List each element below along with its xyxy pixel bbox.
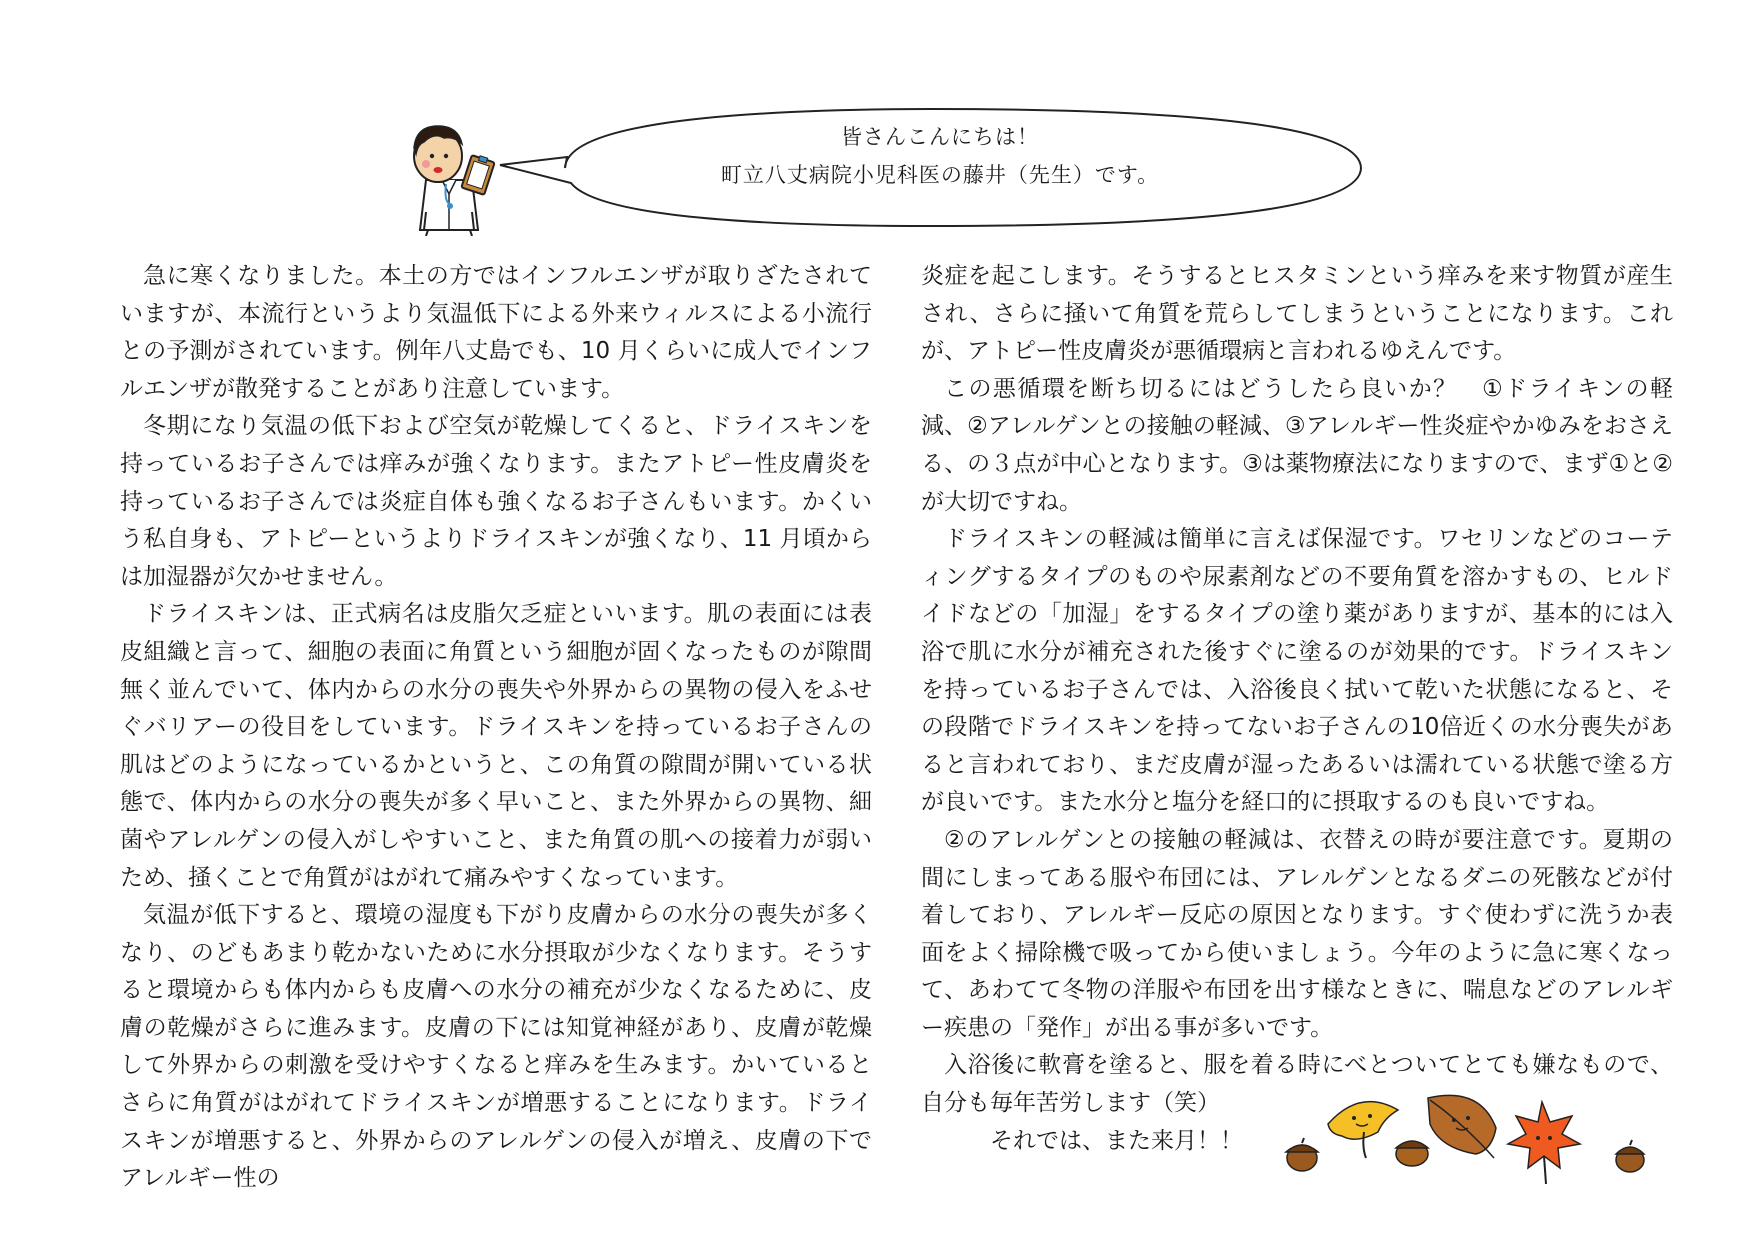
- paragraph-moisturizing: ドライスキンの軽減は簡単に言えば保湿です。ワセリンなどのコーティングするタイプのものや尿素剤などの不要角質を溶かすもの、ヒルドイドなどの「加湿」をするタイプの塗り薬がありますが、基本的には入浴で肌に水分が補充された後すぐに塗るのが効果的です。ドライスキンを持っているお子さんでは、入浴後良く拭いて乾いた状態になると、その段階でドライスキンを持ってないお子さんの10倍近くの水分喪失があると言われており、まだ皮膚が湿ったあるいは濡れている状態で塗る方が良いです。また水分と塩分を経口的に摂取するのも良いですね。: [921, 526, 1673, 816]
- greeting-line-1: 皆さんこんにちは！: [841, 125, 1039, 149]
- right-column: [921, 258, 1673, 1160]
- acorn-icon: [1616, 1140, 1644, 1172]
- signoff: それでは、また来月！！: [990, 1127, 1243, 1154]
- paragraph-allergen-contact: ②のアレルゲンとの接触の軽減は、衣替えの時が要注意です。夏期の間にしまってある服や布団には、アレルゲンとなるダニの死骸などが付着しており、アレルギー反応の原因となります。すぐ使わずに洗うか表面をよく掃除機で吸ってから使いましょう。今年のように急に寒くなって、あわてて冬物の洋服や布団を出す様なときに、喘息などのアレルギー疾患の「発作」が出る事が多いです。: [921, 826, 1673, 1041]
- paragraph-vicious-cycle: この悪循環を断ち切るにはどうしたら良いか？ ①ドライキンの軽減、②アレルゲンとの接触の軽減、③アレルギー性炎症やかゆみをおさえる、の３点が中心となります。③は薬物療法になりますので、まず①と②が大切ですね。: [921, 375, 1673, 515]
- paragraph-influenza: 急に寒くなりました。本土の方ではインフルエンザが取りざたされていますが、本流行というより気温低下による外来ウィルスによる小流行との予測がされています。例年八丈島でも、10 月くらいに成人でインフルエンザが散発することがあり注意しています。: [120, 263, 872, 402]
- paragraph-continuation: 炎症を起こします。そうするとヒスタミンという痒みを来す物質が産生され、さらに掻いて角質を荒らしてしまうということになります。これが、アトピー性皮膚炎が悪循環病と言われるゆえんです。: [921, 263, 1673, 365]
- ginkgo-leaf-icon: [1328, 1102, 1398, 1158]
- paragraph-dry-skin-definition: ドライスキンは、正式病名は皮脂欠乏症といいます。肌の表面には表皮組織と言って、細胞の表面に角質という細胞が固くなったものが隙間無く並んでいて、体内からの水分の喪失や外界からの異物の侵入をふせぐバリアーの役目をしています。ドライスキンを持っているお子さんの肌はどのようになっているかというと、この角質の隙間が開いている状態で、体内からの水分の喪失が多く早いこと、また外界からの異物、細菌やアレルゲンの侵入がしやすいこと、また角質の肌への接着力が弱いため、掻くことで角質がはがれて痛みやすくなっています。: [120, 601, 872, 891]
- maple-leaf-icon: [1508, 1102, 1580, 1184]
- paragraph-temperature-drop: 気温が低下すると、環境の湿度も下がり皮膚からの水分の喪失が多くなり、のどもあまり乾かないために水分摂取が少なくなります。そうすると環境からも体内からも皮膚への水分の補充が少なくなるために、皮膚の乾燥がさらに進みます。皮膚の下には知覚神経があり、皮膚が乾燥して外界からの刺激を受けやすくなると痒みを生みます。かいているとさらに角質がはがれてドライスキンが増悪することになります。ドライスキンが増悪すると、外界からのアレルゲンの侵入が増え、皮膚の下でアレルギー性の: [120, 902, 872, 1192]
- paragraph-winter-dry-skin: 冬期になり気温の低下および空気が乾燥してくると、ドライスキンを持っているお子さんでは痒みが強くなります。またアトピー性皮膚炎を持っているお子さんでは炎症自体も強くなるお子さんもいます。かくいう私自身も、アトピーというよりドライスキンが強くなり、11 月頃からは加湿器が欠かせません。: [120, 413, 872, 590]
- greeting-line-2: 町立八丈病院小児科医の藤井（先生）です。: [720, 163, 1160, 187]
- doctor-illustration: [398, 118, 510, 236]
- brown-leaf-icon: [1428, 1095, 1496, 1158]
- greeting: [560, 118, 1320, 194]
- acorn-icon: [1396, 1141, 1428, 1166]
- left-column: [120, 258, 872, 1198]
- paragraph-ointment: 入浴後に軟膏を塗ると、服を着る時にべとついてとても嫌なもので、自分も毎年苦労します（笑）: [921, 1052, 1673, 1117]
- acorn-icon: [1286, 1138, 1318, 1171]
- autumn-leaves-illustration: [1280, 1088, 1660, 1188]
